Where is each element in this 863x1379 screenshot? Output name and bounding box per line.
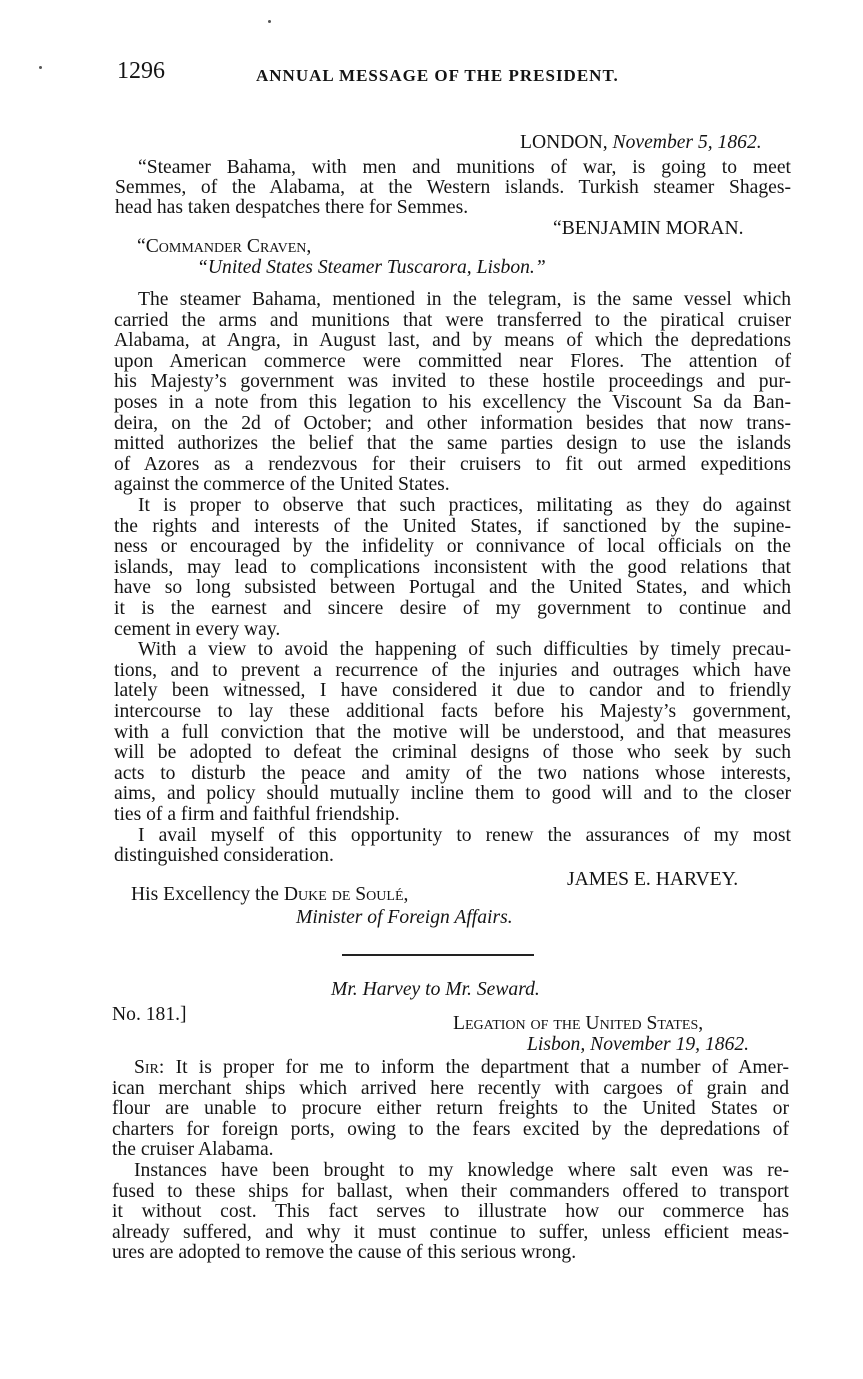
letter-recipient — [131, 884, 408, 905]
text-line: will be adopted to defeat the criminal designs of those who seek by such — [114, 742, 791, 764]
telegram-dateline — [520, 132, 762, 153]
text-line: Alabama, at Angra, in August last, and by means of which the depredations — [114, 330, 791, 352]
recipient-title: Minister of Foreign Affairs. — [296, 907, 513, 928]
text-line: the rights and interests of the United States, if sanctioned by the supine- — [114, 515, 791, 537]
text-line: intercourse to lay these additional facts before his Majesty’s government, — [114, 701, 791, 722]
text-line: ures are adopted to remove the cause of this serious wrong. — [112, 1242, 577, 1264]
text-line: charters for foreign ports, owing to the fears excited by the depredations of — [112, 1118, 789, 1140]
telegram-date: November 5, 1862. — [612, 132, 762, 153]
letter-signature: JAMES E. HARVEY. — [567, 869, 739, 890]
text-line: mitted authorizes the belief that the same parties design to use the islands — [114, 433, 791, 455]
second-letter-heading: Mr. Harvey to Mr. Seward. — [331, 979, 540, 1000]
text-line: the cruiser Alabama. — [112, 1139, 274, 1161]
text-line: it is the earnest and sincere desire of my government to continue and — [114, 598, 791, 619]
telegram-addressee: “Commander Craven, — [137, 236, 312, 257]
text-line: against the commerce of the United States. — [114, 474, 450, 496]
text-line: have so long subsisted between Portugal and the United States, and which — [114, 577, 791, 599]
telegram-addressee-location: “United States Steamer Tuscarora, Lisbon.” — [197, 257, 546, 278]
text-line: with a full conviction that the motive will be understood, and that measures — [114, 721, 791, 743]
page-number: 1296 — [117, 58, 165, 84]
text-line: I avail myself of this opportunity to renew the assurances of my most — [138, 824, 791, 846]
text-line: ties of a firm and faithful friendship. — [114, 804, 400, 825]
text-line: Instances have been brought to my knowledge where salt even was re- — [134, 1160, 789, 1181]
running-title: ANNUAL MESSAGE OF THE PRESIDENT. — [256, 66, 619, 85]
text-line: his Majesty’s government was invited to these hostile proceedings and pur- — [114, 371, 791, 393]
text-line: acts to disturb the peace and amity of the two nations whose interests, — [114, 762, 791, 784]
dispatch-number: No. 181.] — [112, 1004, 187, 1025]
text-line: fused to these ships for ballast, when their commanders offered to transport — [112, 1180, 789, 1202]
text-line: cement in every way. — [114, 618, 281, 640]
salutation: Sir: — [134, 1057, 165, 1078]
recipient-prefix: His Excellency the — [131, 884, 284, 905]
print-speck — [39, 66, 42, 69]
text-line: The steamer Bahama, mentioned in the telegram, is the same vessel which — [138, 289, 791, 310]
text-line: ican merchant ships which arrived here recently with cargoes of grain and — [112, 1077, 789, 1099]
text-line: poses in a note from this legation to his excellency the Viscount Sa da Ban- — [114, 392, 791, 413]
text-line: carried the arms and munitions that were transferred to the piratical cruiser — [114, 309, 791, 331]
text-line: it without cost. This fact serves to illustrate how our commerce has — [112, 1201, 789, 1223]
text-line: lately been witnessed, I have considered it due to candor and to friendly — [114, 680, 791, 702]
print-speck — [268, 20, 271, 23]
telegram-signature: “BENJAMIN MORAN. — [553, 218, 744, 239]
text-line: distinguished consideration. — [114, 845, 334, 867]
telegram-line: head has taken despatches there for Semmes. — [115, 197, 469, 218]
text-line: Sir: It is proper for me to inform the department that a number of Amer- — [134, 1057, 789, 1078]
text-line: of Azores as a rendezvous for their cruisers to fit out armed expeditions — [114, 453, 791, 475]
dispatch-date: Lisbon, November 19, 1862. — [527, 1034, 750, 1055]
text-line: tions, and to prevent a recurrence of the injuries and outrages which have — [114, 659, 791, 681]
recipient-name: Duke de Soulé, — [283, 884, 409, 905]
text-line: upon American commerce were committed near Flores. The attention of — [114, 350, 791, 372]
text-line: already suffered, and why it must continue to suffer, unless efficient meas- — [112, 1221, 789, 1243]
telegram-line: Semmes, of the Alabama, at the Western islands. Turkish steamer Shages- — [115, 177, 791, 198]
text-line: It is proper to observe that such practices, militating as they do against — [138, 495, 791, 516]
telegram-line: “Steamer Bahama, with men and munitions of war, is going to meet — [138, 157, 791, 178]
text-line: flour are unable to procure either return freights to the United States or — [112, 1098, 789, 1120]
text-line: aims, and policy should mutually incline them to good will and to the closer — [114, 783, 791, 805]
text-line: islands, may lead to complications inconsistent with the good relations that — [114, 556, 791, 578]
dispatch-origin: Legation of the United States, — [453, 1013, 704, 1034]
text-line: ness or encouraged by the infidelity or connivance of local officials on the — [114, 536, 791, 558]
section-divider — [342, 954, 534, 956]
telegram-place: LONDON, — [520, 132, 608, 153]
text-line: With a view to avoid the happening of such difficulties by timely precau- — [138, 639, 791, 661]
text-line: deira, on the 2d of October; and other information besides that now trans- — [114, 412, 791, 434]
